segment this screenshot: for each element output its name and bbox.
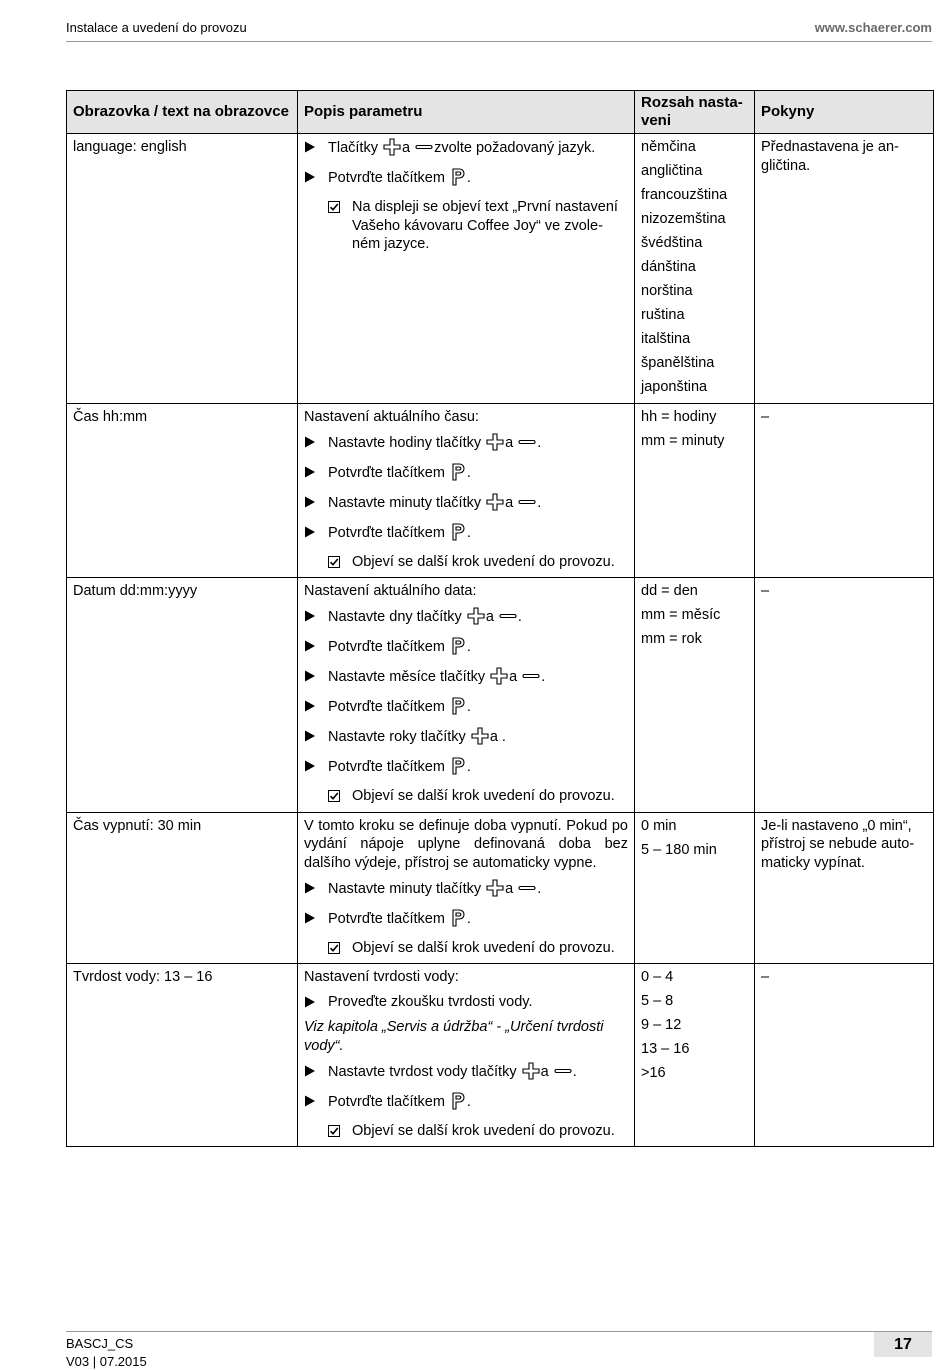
instruction-step [304,1092,628,1116]
bullet-arrow-icon [304,697,328,712]
p-key-icon [450,523,466,547]
minus-key-icon [415,138,433,162]
page-header [66,18,932,42]
bullet-arrow-icon [304,993,328,1008]
instruction-step [304,757,628,781]
bullet-arrow-icon [304,1092,328,1107]
step-text [352,939,628,958]
description-intro: V tomto kroku se definuje doba vypnutí. Pokud po vydání nápoje uplyne definovaná doba bez dalšího výdeje, přístroj se automaticky vypne. [304,817,628,871]
checkbox-result-icon [304,553,352,568]
column-header-notes: Pokyny [755,91,934,134]
checkbox-result-icon [304,1122,352,1137]
step-text-fragment: a [485,609,498,625]
step-text [328,1092,628,1116]
setting-range-cell [635,134,755,404]
step-text-fragment: Nastavte tvrdost vody tlačítky [328,1063,521,1080]
bullet-arrow-icon [304,757,328,772]
table-row [67,403,934,578]
parameter-table [66,90,934,1147]
step-text-fragment: . [466,170,471,186]
step-text [328,727,628,751]
parameter-description-cell [298,812,635,964]
parameter-description-cell [298,964,635,1147]
parameter-description-cell [298,403,635,578]
description-intro: Nastavení aktuálního času: [304,408,479,425]
step-text-fragment: . [537,880,542,897]
bullet-arrow-icon [304,168,328,183]
document-version: V03 | 07.2015 [66,1354,147,1369]
instruction-step [304,138,628,162]
plus-key-icon [467,607,485,631]
bullet-arrow-icon [304,493,328,508]
notes-cell [755,812,934,964]
screen-text: Datum dd:mm:yyyy [73,583,198,599]
step-text-fragment: Potvrďte tlačítkem [328,524,449,541]
step-text-fragment: . [466,699,471,715]
step-text-fragment: a [401,140,415,156]
instruction-step [304,1062,628,1086]
range-value: italština [641,331,691,347]
notes-text: Je-li nastaveno „0 min“, přístroj se nebude auto-maticky vypínat. [761,817,915,871]
step-text-fragment: Nastavte dny tlačítky [328,609,466,625]
p-key-icon [450,463,466,487]
step-text-fragment: . [537,494,542,511]
result-item [304,1122,628,1141]
description-intro: Nastavení tvrdosti vody: [304,969,459,985]
step-text-fragment: Potvrďte tlačítkem [328,639,449,655]
step-text-fragment: Objeví se další krok uvedení do provozu. [352,553,615,570]
plus-key-icon [490,667,508,691]
step-text-fragment: . [466,759,471,775]
step-text-fragment: Nastavte měsíce tlačítky [328,669,490,685]
setting-range-cell [635,964,755,1147]
notes-cell [755,403,934,578]
note-text: Viz kapitola „Servis a údržba“ - „Určení tvrdosti vody“. [304,1019,604,1054]
p-key-icon [450,909,466,933]
instruction-step [304,993,628,1012]
notes-text: – [761,969,770,985]
bullet-arrow-icon [304,1062,328,1077]
minus-key-icon [518,879,536,903]
result-item [304,198,628,254]
parameter-description-cell [298,134,635,404]
step-text [328,1062,628,1086]
step-text-fragment: Potvrďte tlačítkem [328,464,449,481]
instruction-step [304,493,628,517]
step-text-fragment: Potvrďte tlačítkem [328,759,449,775]
parameter-description-cell [298,578,635,813]
instruction-step [304,637,628,661]
range-value: mm = rok [641,631,702,647]
plus-key-icon [486,433,504,457]
range-value: 0 – 4 [641,969,674,985]
step-text-fragment: . [466,639,471,655]
plus-key-icon [471,727,489,751]
step-text [328,138,628,162]
step-text [328,667,628,691]
minus-key-icon [522,667,540,691]
step-text [328,607,628,631]
p-key-icon [450,697,466,721]
notes-text: – [761,583,770,599]
range-value: 9 – 12 [641,1017,682,1033]
step-text-fragment: . [466,910,471,927]
step-text [328,879,628,903]
step-text-fragment: Nastavte roky tlačítky [328,729,470,745]
step-text-fragment: Nastavte minuty tlačítky [328,494,486,511]
column-header-screen: Obrazovka / text na obrazovce [67,91,298,134]
step-text-fragment: Nastavte hodiny tlačítky [328,434,486,451]
range-value: španělština [641,355,715,371]
instruction-step [304,523,628,547]
plus-key-icon [486,879,504,903]
column-header-range: Rozsah nasta-veni [635,91,755,134]
range-value: 13 – 16 [641,1041,690,1057]
step-text-fragment: . [517,609,522,625]
screen-text: Tvrdost vody: 13 – 16 [73,969,213,985]
range-value: švédština [641,235,703,251]
step-text [328,993,628,1012]
step-text [352,787,628,806]
minus-key-icon [554,1062,572,1086]
step-text-fragment: Potvrďte tlačítkem [328,910,449,927]
step-text-fragment: . [537,434,542,451]
range-value: japonština [641,379,708,395]
step-text-fragment: Nastavte minuty tlačítky [328,880,486,897]
step-text-fragment: Tlačítky [328,140,382,156]
screen-text: Čas hh:mm [73,408,148,425]
step-text-fragment: Potvrďte tlačítkem [328,699,449,715]
step-text-fragment: zvolte požadovaný jazyk. [434,140,596,156]
p-key-icon [450,757,466,781]
plus-key-icon [486,493,504,517]
step-text [328,909,628,933]
bullet-arrow-icon [304,607,328,622]
bullet-arrow-icon [304,463,328,478]
step-text-fragment: a [505,494,518,511]
step-text-fragment: a [505,880,518,897]
range-value: norština [641,283,693,299]
instruction-step [304,727,628,751]
range-value: dánština [641,259,696,275]
step-text [328,433,628,457]
page-footer [66,1331,932,1370]
step-text-fragment: a . [489,729,506,745]
range-value: angličtina [641,163,703,179]
range-value: nizozemština [641,211,726,227]
table-row [67,812,934,964]
step-text [328,493,628,517]
instruction-step [304,667,628,691]
instruction-step [304,607,628,631]
step-text [328,168,628,192]
step-text-fragment: . [541,669,546,685]
range-value: ruština [641,307,685,323]
range-value: dd = den [641,583,698,599]
setting-range-cell [635,403,755,578]
instruction-step [304,463,628,487]
instruction-step [304,909,628,933]
screen-text-cell [67,812,298,964]
bullet-arrow-icon [304,523,328,538]
step-text-fragment: . [466,464,471,481]
bullet-arrow-icon [304,667,328,682]
table-body [67,134,934,1147]
range-value: 0 min [641,817,677,834]
step-text [352,1122,628,1141]
bullet-arrow-icon [304,909,328,924]
cross-reference-note [304,1018,628,1055]
checkbox-result-icon [304,198,352,213]
screen-text-cell [67,578,298,813]
step-text-fragment: . [466,1093,471,1110]
step-text-fragment: a [509,669,522,685]
instruction-step [304,879,628,903]
step-text-fragment: a [505,434,518,451]
checkbox-result-icon [304,939,352,954]
screen-text-cell [67,964,298,1147]
step-text-fragment: Objeví se další krok uvedení do provozu. [352,1122,615,1139]
bullet-arrow-icon [304,879,328,894]
description-intro: Nastavení aktuálního data: [304,583,477,599]
step-text-fragment: . [466,524,471,541]
step-text [328,463,628,487]
p-key-icon [450,1092,466,1116]
screen-text-cell [67,403,298,578]
plus-key-icon [522,1062,540,1086]
range-value: >16 [641,1065,666,1081]
notes-text: Přednastavena je an-gličtina. [761,139,899,174]
notes-cell [755,964,934,1147]
instruction-step [304,168,628,192]
step-text-fragment: Potvrďte tlačítkem [328,170,449,186]
screen-text: Čas vypnutí: 30 min [73,817,202,834]
bullet-arrow-icon [304,138,328,153]
notes-text: – [761,408,770,425]
range-value: hh = hodiny [641,408,717,425]
range-value: 5 – 180 min [641,841,717,858]
p-key-icon [450,168,466,192]
table-row [67,578,934,813]
step-text-fragment: Potvrďte tlačítkem [328,1093,449,1110]
range-value: mm = měsíc [641,607,721,623]
table-row [67,134,934,404]
table-header-row [67,91,934,134]
screen-text: language: english [73,139,187,155]
page-number: 17 [874,1332,932,1357]
step-text [328,757,628,781]
step-text-fragment: Objeví se další krok uvedení do provozu. [352,939,615,956]
step-text [328,523,628,547]
step-text [352,198,628,254]
step-text-fragment: Objeví se další krok uvedení do provozu. [352,788,615,804]
step-text-fragment: . [572,1063,577,1080]
minus-key-icon [518,493,536,517]
column-header-description: Popis parametru [298,91,635,134]
notes-cell [755,134,934,404]
range-value: mm = minuty [641,432,725,449]
step-text [352,553,628,572]
website-url: www.schaerer.com [814,20,932,35]
bullet-arrow-icon [304,727,328,742]
checkbox-result-icon [304,787,352,802]
range-value: 5 – 8 [641,993,674,1009]
plus-key-icon [383,138,401,162]
range-value: němčina [641,139,696,155]
bullet-arrow-icon [304,433,328,448]
table-row [67,964,934,1147]
range-value: francouzština [641,187,728,203]
section-title: Instalace a uvedení do provozu [66,20,247,35]
document-code: BASCJ_CS [66,1336,134,1351]
p-key-icon [450,637,466,661]
step-text [328,637,628,661]
minus-key-icon [499,607,517,631]
result-item [304,939,628,958]
result-item [304,553,628,572]
result-item [304,787,628,806]
step-text-fragment: Proveďte zkoušku tvrdosti vody. [328,994,533,1010]
notes-cell [755,578,934,813]
bullet-arrow-icon [304,637,328,652]
screen-text-cell [67,134,298,404]
minus-key-icon [518,433,536,457]
step-text-fragment: a [540,1063,553,1080]
instruction-step [304,433,628,457]
instruction-step [304,697,628,721]
setting-range-cell [635,812,755,964]
step-text-fragment: Na displeji se objeví text „První nastavení Vašeho kávovaru Coffee Joy“ ve zvole-ném jazyce. [352,199,618,252]
step-text [328,697,628,721]
setting-range-cell [635,578,755,813]
